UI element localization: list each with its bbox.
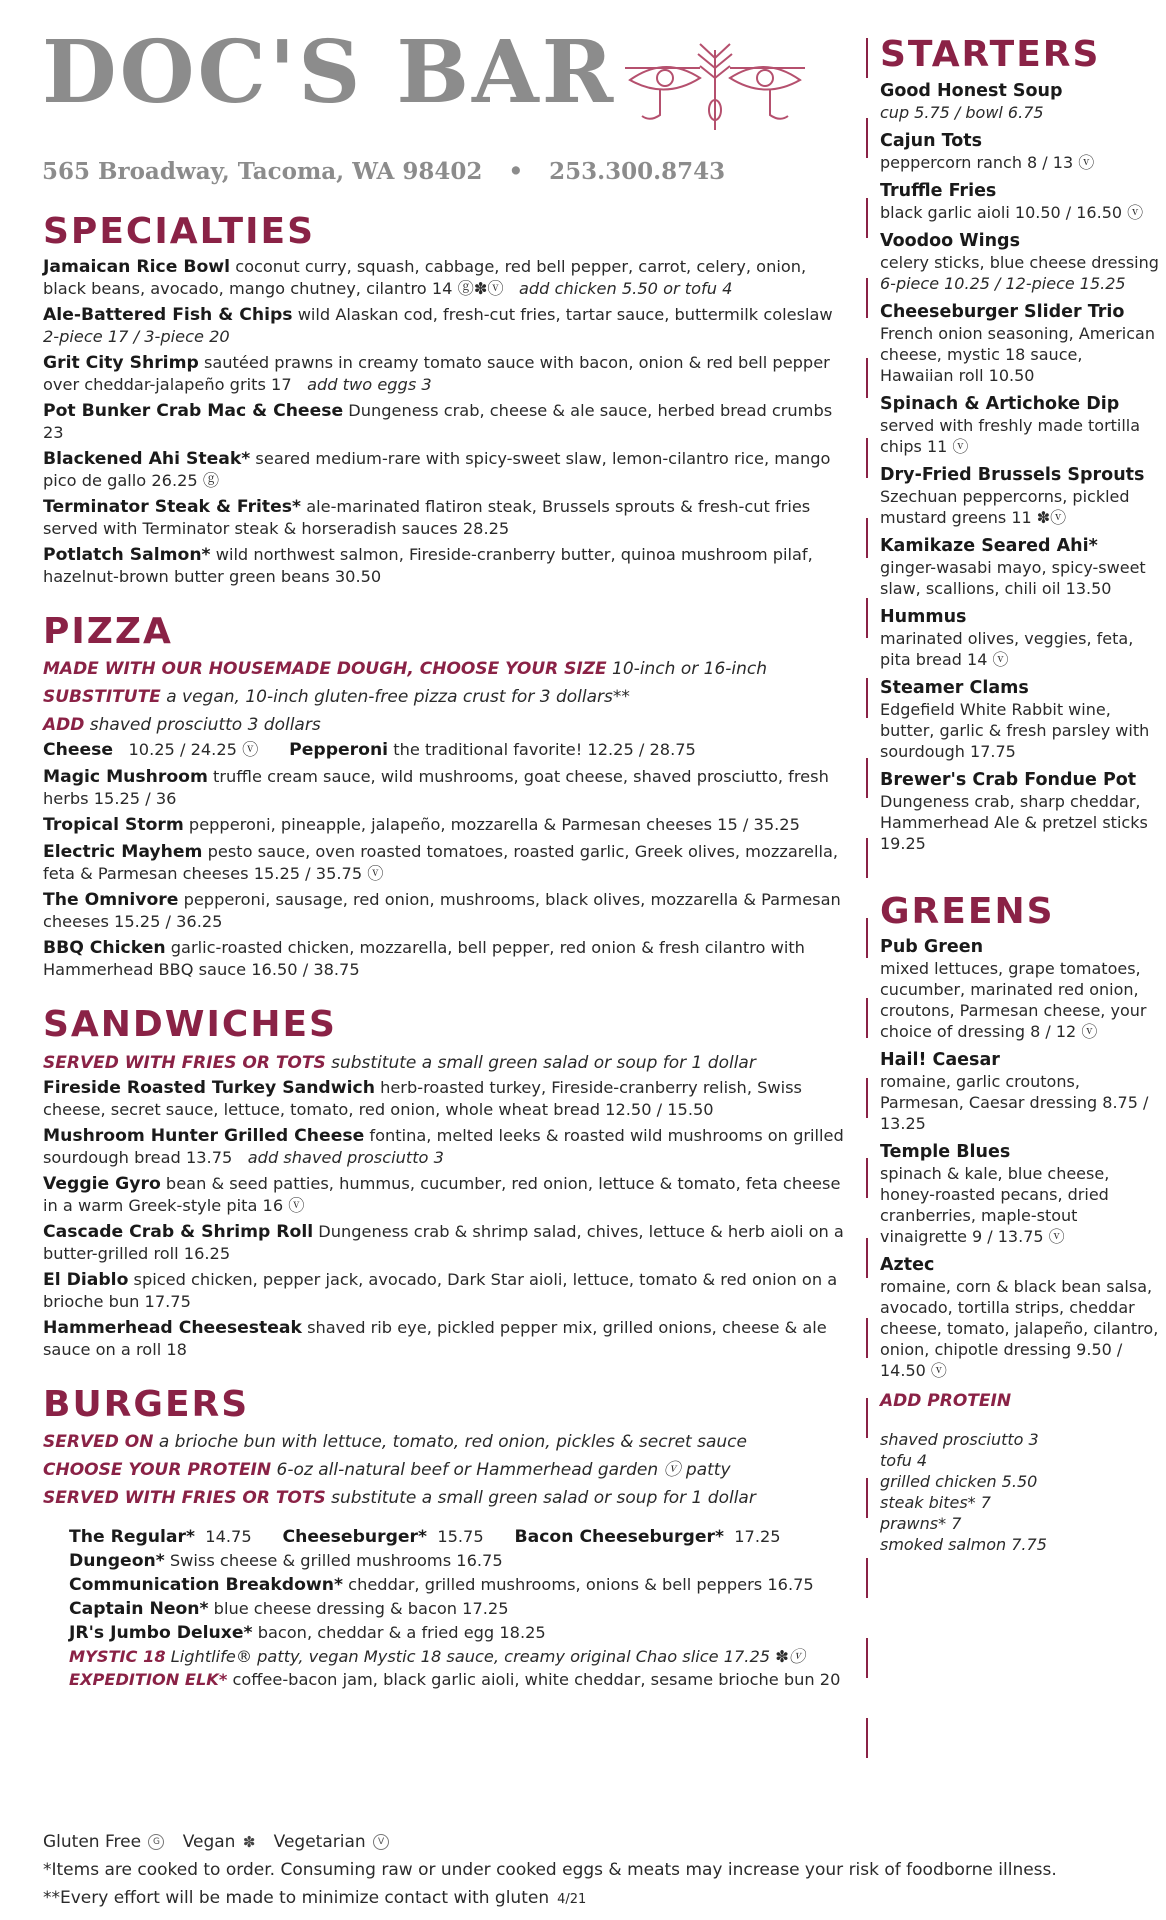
menu-item: Electric Mayhem pesto sauce, oven roasted tomatoes, roasted garlic, Greek olives, mozzarella, feta & Parmesan cheeses 15.25 / 35.75 ⓥ (43, 842, 839, 884)
menu-item: Truffle Fries black garlic aioli 10.50 / 16.50 ⓥ (880, 180, 1144, 222)
menu-item: Jamaican Rice Bowl coconut curry, squash, cabbage, red bell pepper, carrot, celery, onion, black beans, avocado, mango chutney, cilantro 14 ⓖ✽ⓥ add chicken 5.50 or tofu 4 (43, 256, 807, 298)
pizza-note: SUBSTITUTE a vegan, 10-inch gluten-free pizza crust for 3 dollars** (43, 687, 630, 708)
restaurant-name: DOC'S BAR (42, 22, 617, 123)
separator-dot: • (508, 158, 524, 185)
greens-title: GREENS (880, 890, 1055, 932)
pizza-title: PIZZA (43, 610, 173, 652)
address: 565 Broadway, Tacoma, WA 98402 (42, 158, 483, 185)
protein-option: smoked salmon 7.75 (880, 1535, 1047, 1555)
menu-item: Steamer Clams Edgefield White Rabbit wine, butter, garlic & fresh parsley with sourdough 17.75 (880, 677, 1150, 761)
legend: Gluten Free G Vegan ✽ Vegetarian V (43, 1828, 1143, 1856)
menu-item: Brewer's Crab Fondue Pot Dungeness crab, sharp cheddar, Hammerhead Ale & pretzel sticks 19.25 (880, 769, 1148, 853)
sandwiches-note: SERVED WITH FRIES OR TOTS substitute a small green salad or soup for 1 dollar (43, 1052, 756, 1073)
menu-item: Fireside Roasted Turkey Sandwich herb-roasted turkey, Fireside-cranberry relish, Swiss cheese, secret sauce, lettuce, tomato, red onion, whole wheat bread 12.50 / 15.50 (43, 1077, 802, 1119)
gluten-free-icon: G (148, 1834, 164, 1850)
protein-option: tofu 4 (880, 1451, 928, 1471)
menu-item: Mushroom Hunter Grilled Cheese fontina, melted leeks & roasted wild mushrooms on grilled sourdough bread 13.75 add shaved prosciutto 3 (43, 1125, 844, 1167)
menu-item: The Regular* 14.75 Cheeseburger* 15.75 Bacon Cheeseburger* 17.25 (69, 1527, 781, 1548)
menu-item: Good Honest Soup cup 5.75 / bowl 6.75 (880, 80, 1063, 122)
menu-item: Temple Blues spinach & kale, blue cheese, honey-roasted pecans, dried cranberries, maple-stout vinaigrette 9 / 13.75 ⓥ (880, 1142, 1110, 1247)
sandwiches-title: SANDWICHES (43, 1004, 337, 1046)
burgers-note: CHOOSE YOUR PROTEIN 6-oz all-natural beef or Hammerhead garden ⓥ patty (43, 1460, 731, 1481)
add-protein-heading: ADD PROTEIN (880, 1391, 1012, 1412)
menu-item: El Diablo spiced chicken, pepper jack, avocado, Dark Star aioli, lettuce, tomato & red onion on a brioche bun 17.75 (43, 1269, 838, 1311)
burgers-note: SERVED ON a brioche bun with lettuce, tomato, red onion, pickles & secret sauce (43, 1432, 747, 1453)
menu-item: Hammerhead Cheesesteak shaved rib eye, pickled pepper mix, grilled onions, cheese & ale sauce on a roll 18 (43, 1317, 827, 1359)
menu-item: Voodoo Wings celery sticks, blue cheese dressing 6-piece 10.25 / 12-piece 15.25 (880, 230, 1159, 293)
menu-item: Potlatch Salmon* wild northwest salmon, Fireside-cranberry butter, quinoa mushroom pilaf, hazelnut-brown butter green beans 30.50 (43, 544, 813, 586)
pizza-note: MADE WITH OUR HOUSEMADE DOUGH, CHOOSE YOUR SIZE 10-inch or 16-inch (43, 659, 768, 680)
burgers-title: BURGERS (43, 1383, 250, 1425)
menu-item: Magic Mushroom truffle cream sauce, wild mushrooms, goat cheese, shaved prosciutto, fresh herbs 15.25 / 36 (43, 767, 829, 809)
menu-item: Cajun Tots peppercorn ranch 8 / 13 ⓥ (880, 130, 1095, 172)
gluten-note: **Every effort will be made to minimize contact with gluten 4/21 (43, 1888, 587, 1908)
menu-item: Pub Green mixed lettuces, grape tomatoes, cucumber, marinated red onion, croutons, Parmesan cheese, your choice of dressing 8 / 12 ⓥ (880, 937, 1147, 1042)
phone[interactable]: 253.300.8743 (549, 158, 726, 185)
menu-item: Tropical Storm pepperoni, pineapple, jalapeño, mozzarella & Parmesan cheeses 15 / 35.25 (43, 815, 800, 836)
eye-of-horus-logo-icon (620, 40, 810, 135)
vegetarian-icon: V (373, 1834, 389, 1850)
burgers-note: SERVED WITH FRIES OR TOTS substitute a small green salad or soup for 1 dollar (43, 1488, 756, 1509)
menu-item: Pot Bunker Crab Mac & Cheese Dungeness crab, cheese & ale sauce, herbed bread crumbs 23 (43, 400, 833, 442)
right-column (880, 35, 1160, 1555)
menu-item: Spinach & Artichoke Dip served with freshly made tortilla chips 11 ⓥ (880, 393, 1141, 456)
specialties-title: SPECIALTIES (43, 211, 316, 252)
menu-item: Ale-Battered Fish & Chips wild Alaskan cod, fresh-cut fries, tartar sauce, buttermilk coleslaw 2-piece 17 / 3-piece 20 (43, 304, 833, 346)
menu-item: Aztec romaine, corn & black bean salsa, avocado, tortilla strips, cheddar cheese, tomato, jalapeño, cilantro, onion, chipotle dressing 9.50 / 14.50 ⓥ (880, 1255, 1159, 1381)
raw-warning: *Items are cooked to order. Consuming raw or under cooked eggs & meats may increase your risk of foodborne illness. (43, 1860, 1057, 1880)
column-divider (866, 38, 868, 1778)
menu-item: Blackened Ahi Steak* seared medium-rare with spicy-sweet slaw, lemon-cilantro rice, mango pico de gallo 26.25 ⓖ (43, 448, 831, 490)
menu-item: Cheese 10.25 / 24.25 ⓥ Pepperoni the traditional favorite! 12.25 / 28.75 (43, 740, 696, 761)
protein-option: grilled chicken 5.50 (880, 1472, 1038, 1492)
protein-option: prawns* 7 (880, 1514, 962, 1534)
menu-item: Veggie Gyro bean & seed patties, hummus, cucumber, red onion, lettuce & tomato, feta cheese in a warm Greek-style pita 16 ⓥ (43, 1173, 841, 1215)
burger-list (43, 1526, 853, 1690)
menu-item: Captain Neon* blue cheese dressing & bacon 17.25 (69, 1599, 509, 1620)
menu-item: Hummus marinated olives, veggies, feta, pita bread 14 ⓥ (880, 606, 1134, 669)
menu-item: Communication Breakdown* cheddar, grilled mushrooms, onions & bell peppers 16.75 (69, 1575, 814, 1596)
left-column (43, 212, 853, 1692)
menu-item: Grit City Shrimp sautéed prawns in creamy tomato sauce with bacon, onion & red bell pepper over cheddar-jalapeño grits 17 add two eggs 3 (43, 352, 830, 394)
menu-item: Hail! Caesar romaine, garlic croutons, Parmesan, Caesar dressing 8.75 / 13.25 (880, 1050, 1149, 1134)
protein-option: shaved prosciutto 3 (880, 1430, 1039, 1450)
address-line (42, 158, 725, 185)
menu-item: BBQ Chicken garlic-roasted chicken, mozzarella, bell pepper, red onion & fresh cilantro with Hammerhead BBQ sauce 16.50 / 38.75 (43, 938, 805, 980)
starters-title: STARTERS (880, 34, 1101, 75)
menu-item: MYSTIC 18 Lightlife® patty, vegan Mystic 18 sauce, creamy original Chao slice 17.25 ✽ⓥ (69, 1647, 805, 1667)
pizza-note: ADD shaved prosciutto 3 dollars (43, 715, 321, 736)
menu-item: The Omnivore pepperoni, sausage, red onion, mushrooms, black olives, mozzarella & Parmesan cheeses 15.25 / 36.25 (43, 890, 841, 932)
menu-item: Kamikaze Seared Ahi* ginger-wasabi mayo, spicy-sweet slaw, scallions, chili oil 13.50 (880, 535, 1146, 598)
menu-item: Cascade Crab & Shrimp Roll Dungeness crab & shrimp salad, chives, lettuce & herb aioli on a butter-grilled roll 16.25 (43, 1221, 844, 1263)
protein-option: steak bites* 7 (880, 1493, 991, 1513)
menu-item: Dungeon* Swiss cheese & grilled mushrooms 16.75 (69, 1551, 503, 1572)
menu-item: Cheeseburger Slider Trio French onion seasoning, American cheese, mystic 18 sauce, Hawaiian roll 10.50 (880, 301, 1155, 385)
footer (43, 1828, 1143, 1914)
vegan-icon: ✽ (242, 1833, 256, 1851)
menu-item: Dry-Fried Brussels Sprouts Szechuan peppercorns, pickled mustard greens 11 ✽ⓥ (880, 464, 1145, 527)
menu-item: EXPEDITION ELK* coffee-bacon jam, black garlic aioli, white cheddar, sesame brioche bun 20 (69, 1670, 841, 1690)
menu-item: Terminator Steak & Frites* ale-marinated flatiron steak, Brussels sprouts & fresh-cut fries served with Terminator steak & horseradish sauces 28.25 (43, 496, 811, 538)
menu-item: JR's Jumbo Deluxe* bacon, cheddar & a fried egg 18.25 (69, 1623, 546, 1644)
